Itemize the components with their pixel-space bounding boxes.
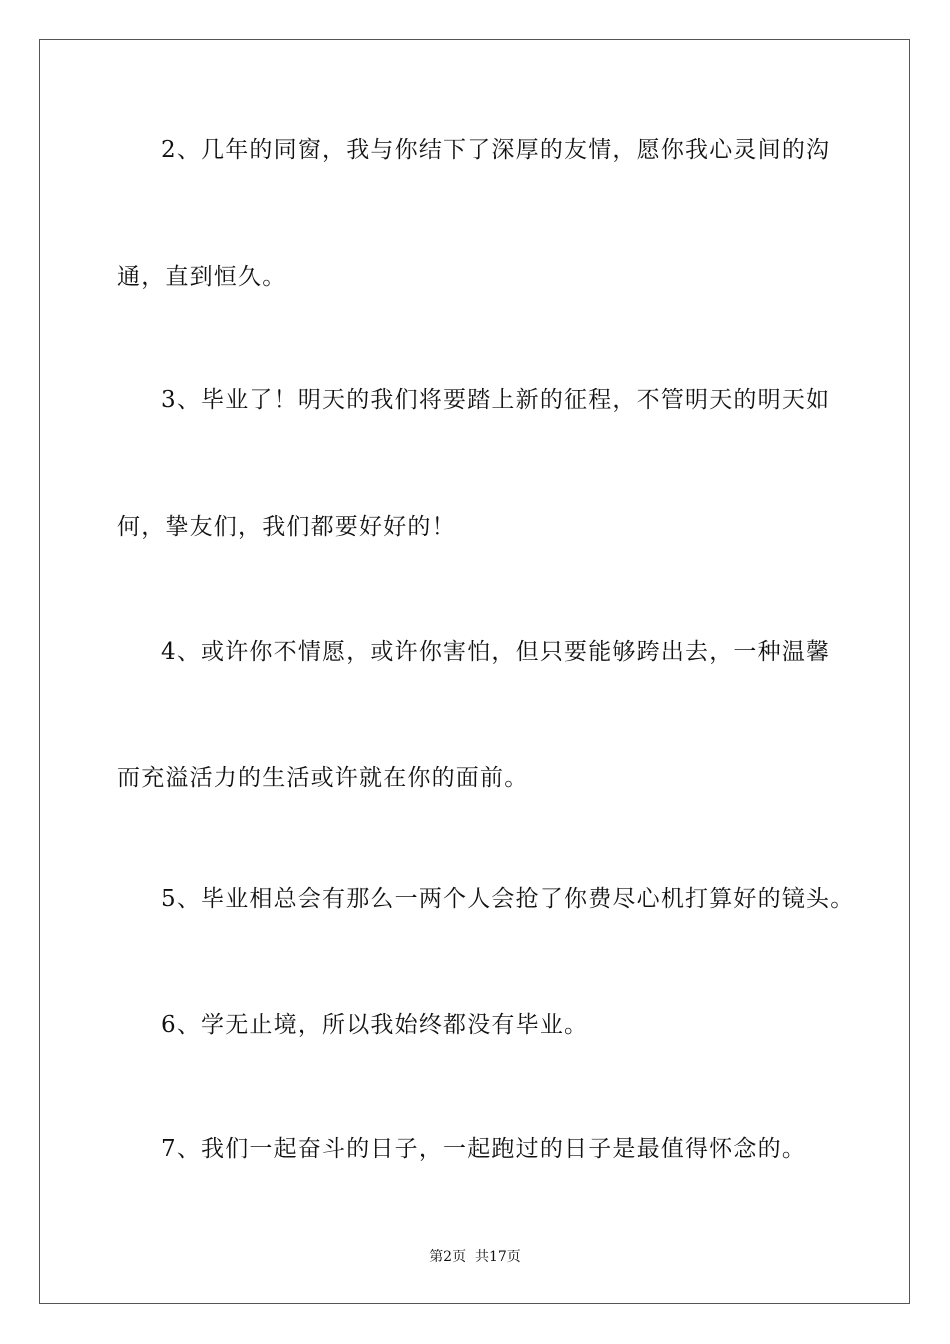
paragraph-6: 6、学无止境，所以我始终都没有毕业。 [161,1012,589,1038]
paragraph-2-line-2: 通，直到恒久。 [117,264,287,290]
paragraph-7: 7、我们一起奋斗的日子，一起跑过的日子是最值得怀念的。 [161,1136,807,1162]
paragraph-4-line-2: 而充溢活力的生活或许就在你的面前。 [117,765,529,791]
paragraph-4-line-1: 4、或许你不情愿，或许你害怕，但只要能够跨出去，一种温馨 [161,639,831,665]
paragraph-2-line-1: 2、几年的同窗，我与你结下了深厚的友情，愿你我心灵间的沟 [161,137,831,163]
paragraph-5: 5、毕业相总会有那么一两个人会抢了你费尽心机打算好的镜头。 [161,886,855,912]
paragraph-3-line-1: 3、毕业了！明天的我们将要踏上新的征程，不管明天的明天如 [161,387,831,413]
page-border [39,39,910,1304]
paragraph-3-line-2: 何，挚友们，我们都要好好的！ [117,514,456,540]
page-number-footer: 第2页 共17页 [429,1249,521,1265]
